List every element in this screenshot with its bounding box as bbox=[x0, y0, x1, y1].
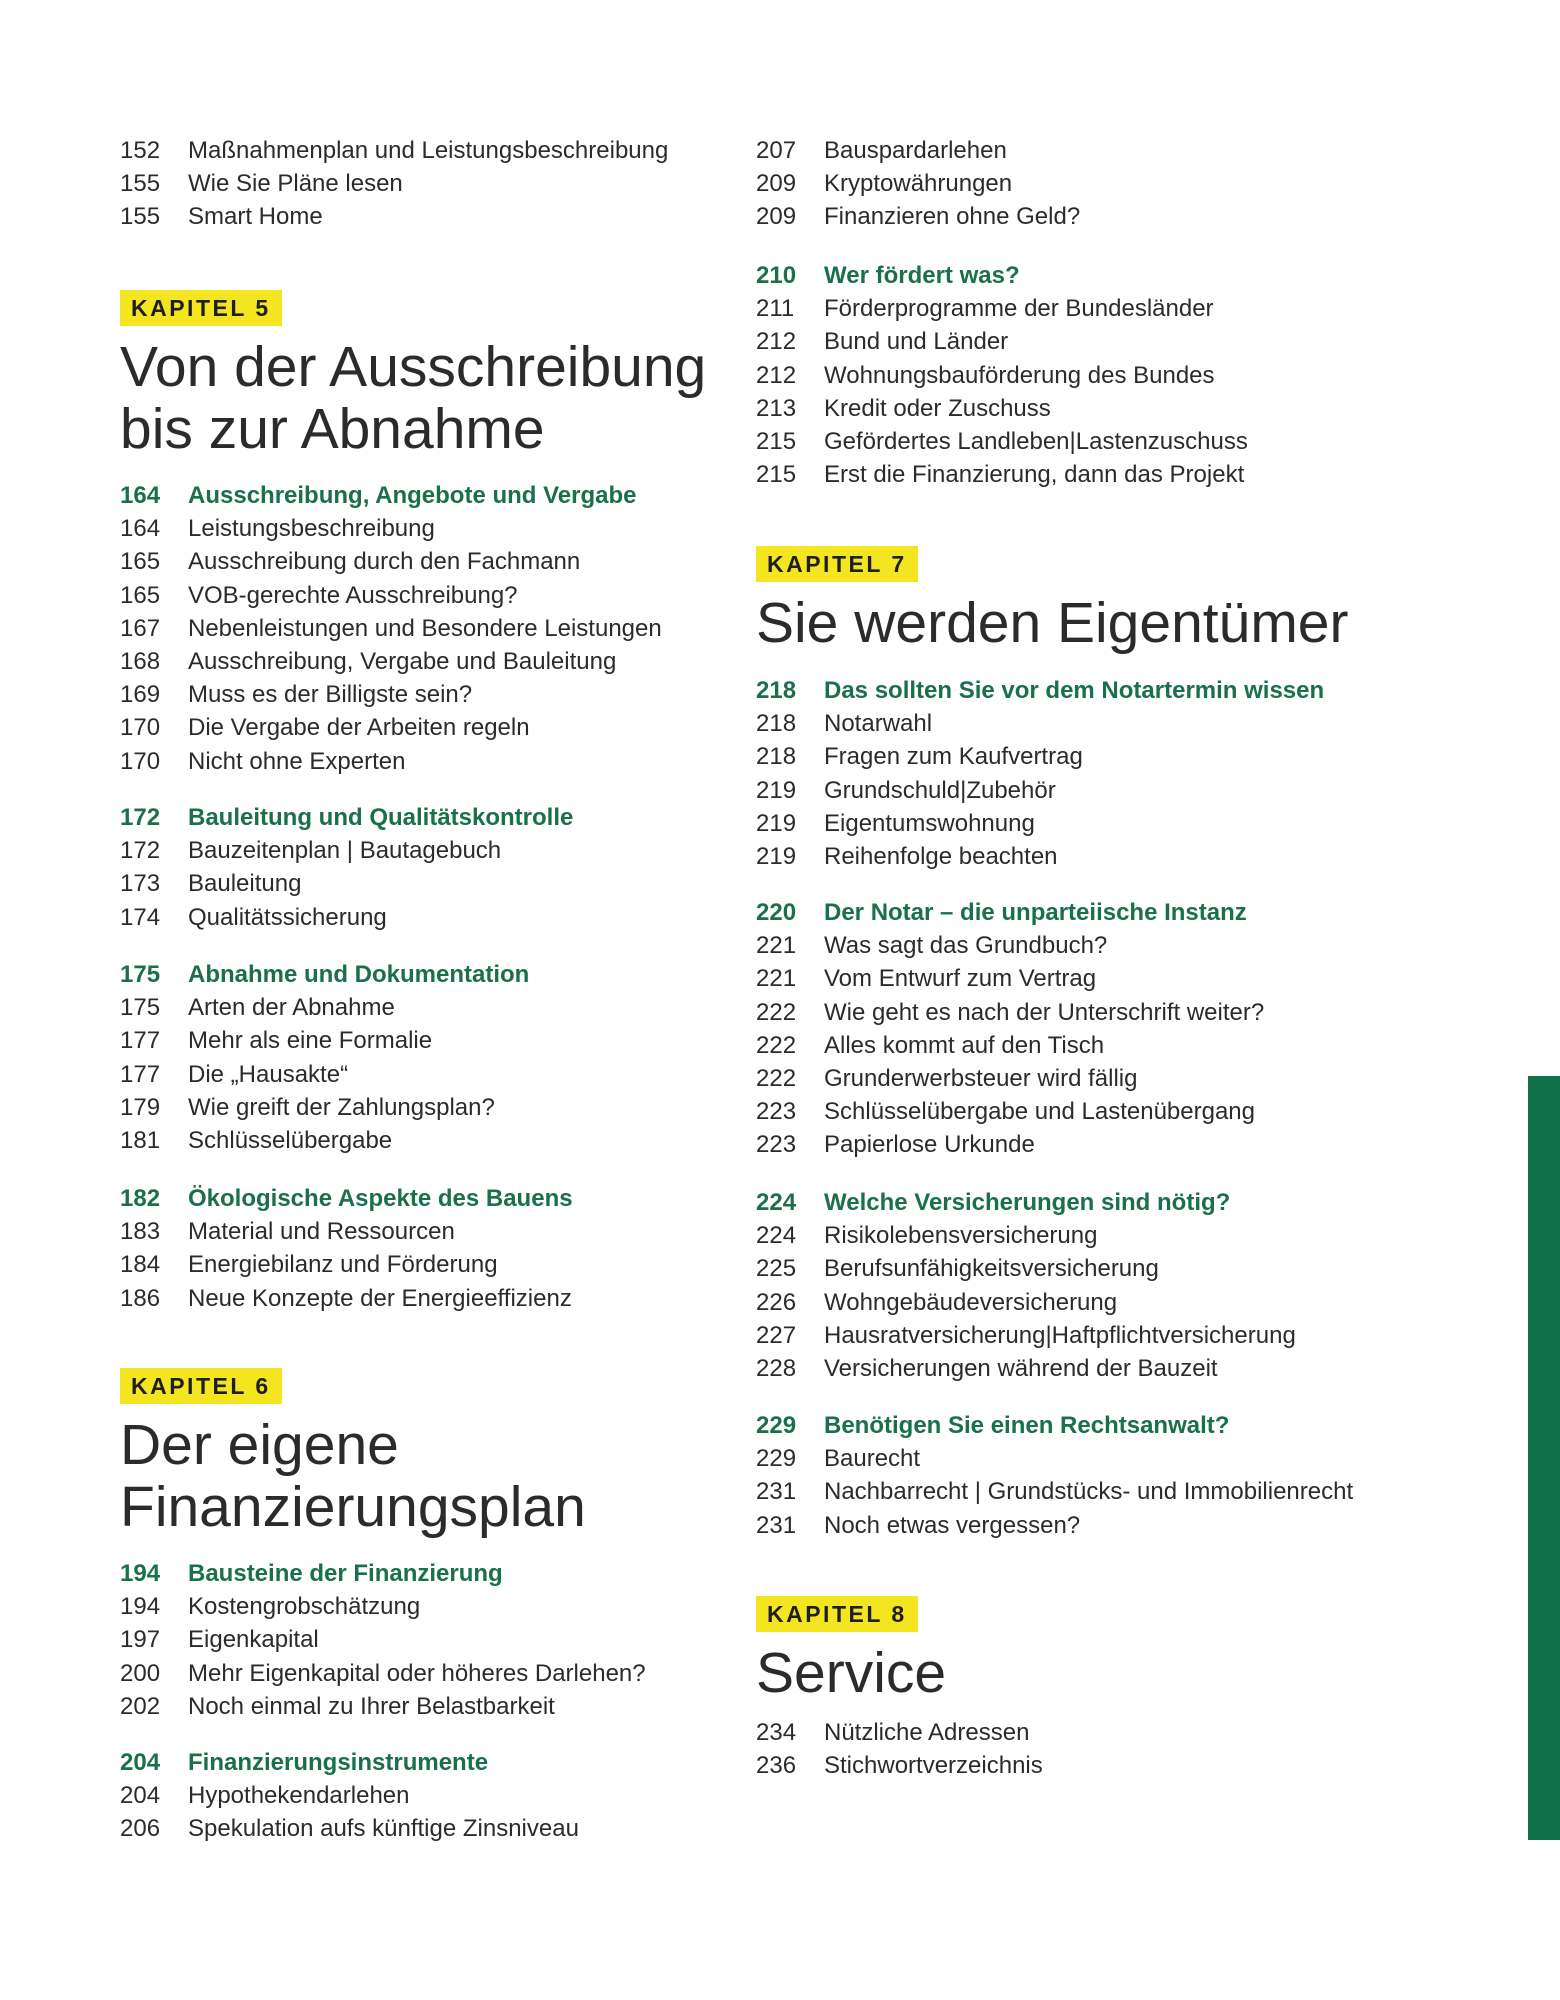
toc-page-number: 231 bbox=[756, 1478, 797, 1506]
toc-page-number: 215 bbox=[756, 461, 797, 489]
toc-entry-list bbox=[756, 1716, 1436, 1782]
toc-section-title: Das sollten Sie vor dem Notartermin wissen bbox=[824, 677, 1325, 704]
toc-entry[interactable] bbox=[120, 867, 720, 900]
toc-entry[interactable] bbox=[120, 834, 720, 867]
toc-entry-title: Alles kommt auf den Tisch bbox=[824, 1031, 1105, 1059]
toc-entry[interactable] bbox=[120, 1812, 720, 1845]
chapter-title-line-2: Finanzierungsplan bbox=[120, 1475, 586, 1539]
toc-entry[interactable] bbox=[120, 1124, 720, 1157]
toc-entry-title: Versicherungen während der Bauzeit bbox=[824, 1354, 1218, 1382]
toc-section bbox=[756, 1409, 1436, 1542]
toc-entry-title: Ausschreibung, Vergabe und Bauleitung bbox=[188, 647, 617, 675]
toc-page-number: 170 bbox=[120, 747, 161, 775]
toc-section-title: Finanzierungsinstrumente bbox=[188, 1749, 489, 1776]
toc-entry-title: Eigenkapital bbox=[188, 1626, 319, 1654]
toc-page-number: 234 bbox=[756, 1719, 797, 1746]
toc-page-number: 177 bbox=[120, 1027, 161, 1055]
toc-entry-title: Bauleitung bbox=[188, 870, 302, 898]
toc-section bbox=[120, 801, 720, 934]
toc-page-number: 197 bbox=[120, 1626, 161, 1654]
toc-entry-title: Arten der Abnahme bbox=[188, 994, 395, 1022]
toc-page-number: 182 bbox=[120, 1185, 161, 1212]
toc-entry-title: Grunderwerbsteuer wird fällig bbox=[824, 1064, 1138, 1092]
toc-page-number: 219 bbox=[756, 776, 797, 804]
toc-entry-title: Papierlose Urkunde bbox=[824, 1131, 1035, 1159]
chapter-title bbox=[120, 336, 720, 460]
toc-entry-title: Muss es der Billigste sein? bbox=[188, 681, 473, 709]
toc-page-number: 218 bbox=[756, 677, 797, 704]
toc-page-number: 224 bbox=[756, 1222, 797, 1250]
toc-page-number: 173 bbox=[120, 870, 161, 898]
toc-entry[interactable] bbox=[756, 1128, 1436, 1161]
toc-page-number: 155 bbox=[120, 170, 161, 198]
toc-section bbox=[756, 896, 1436, 1162]
toc-entry[interactable] bbox=[756, 774, 1436, 807]
toc-entry[interactable] bbox=[756, 1509, 1436, 1542]
toc-page-number: 152 bbox=[120, 137, 161, 164]
toc-page-number: 164 bbox=[120, 482, 161, 509]
toc-entry[interactable] bbox=[120, 545, 720, 578]
toc-section-heading[interactable] bbox=[756, 1409, 1436, 1442]
toc-entry[interactable] bbox=[120, 200, 720, 233]
toc-section-heading[interactable] bbox=[756, 896, 1436, 929]
toc-entry-title: Risikolebensversicherung bbox=[824, 1222, 1098, 1250]
toc-page-number: 209 bbox=[756, 203, 797, 231]
toc-page-number: 222 bbox=[756, 1064, 797, 1092]
toc-page-number: 207 bbox=[756, 137, 797, 164]
toc-section-heading[interactable] bbox=[120, 1182, 720, 1215]
toc-entry[interactable] bbox=[756, 707, 1436, 740]
toc-page-number: 215 bbox=[756, 427, 797, 455]
toc-page-number: 219 bbox=[756, 842, 797, 870]
toc-page-number: 186 bbox=[120, 1284, 161, 1312]
toc-entry[interactable] bbox=[120, 579, 720, 612]
toc-entry-title: Was sagt das Grundbuch? bbox=[824, 932, 1108, 960]
toc-page-number: 168 bbox=[120, 647, 161, 675]
toc-entry-title: Die Vergabe der Arbeiten regeln bbox=[188, 714, 530, 742]
toc-section-title: Bausteine der Finanzierung bbox=[188, 1560, 503, 1587]
toc-entry[interactable] bbox=[756, 840, 1436, 873]
toc-entry-title: Baurecht bbox=[824, 1445, 921, 1473]
chapter-badge-wrapper bbox=[756, 546, 1436, 582]
toc-page-number: 175 bbox=[120, 961, 161, 988]
chapter-badge-wrapper bbox=[756, 1596, 1436, 1632]
toc-section-heading[interactable] bbox=[120, 1557, 720, 1590]
toc-entry-title: Neue Konzepte der Energieeffizienz bbox=[188, 1284, 572, 1312]
toc-entry[interactable] bbox=[120, 991, 720, 1024]
toc-entry[interactable] bbox=[120, 711, 720, 744]
toc-entry[interactable] bbox=[120, 745, 720, 778]
toc-entry-title: Spekulation aufs künftige Zinsniveau bbox=[188, 1815, 579, 1843]
toc-page-number: 229 bbox=[756, 1445, 797, 1473]
chapter-badge-wrapper bbox=[120, 1368, 720, 1404]
chapter-badge-wrapper bbox=[120, 290, 720, 326]
toc-entry-title: Schlüsselübergabe und Lastenübergang bbox=[824, 1098, 1256, 1126]
toc-page-number: 236 bbox=[756, 1752, 797, 1780]
toc-page-number: 167 bbox=[120, 614, 161, 642]
toc-entry[interactable] bbox=[120, 612, 720, 645]
toc-entry-title: Bund und Länder bbox=[824, 328, 1009, 356]
toc-entry-title: Fragen zum Kaufvertrag bbox=[824, 743, 1083, 771]
toc-entry-title: Kryptowährungen bbox=[824, 170, 1013, 198]
toc-entry[interactable] bbox=[756, 1352, 1436, 1385]
toc-entry[interactable] bbox=[756, 1095, 1436, 1128]
toc-entry-title: Die „Hausakte“ bbox=[188, 1060, 349, 1088]
toc-section-title: Benötigen Sie einen Rechtsanwalt? bbox=[824, 1412, 1230, 1439]
toc-page-number: 218 bbox=[756, 743, 797, 771]
toc-entry[interactable] bbox=[120, 1282, 720, 1315]
toc-entry[interactable] bbox=[120, 512, 720, 545]
toc-entry-title: Qualitätssicherung bbox=[188, 903, 387, 931]
toc-section-heading[interactable] bbox=[120, 479, 720, 512]
toc-page-number: 226 bbox=[756, 1288, 797, 1316]
toc-entry-title: Hausratversicherung|Haftpflichtversicherung bbox=[824, 1321, 1296, 1349]
toc-entry[interactable] bbox=[756, 807, 1436, 840]
toc-page-number: 231 bbox=[756, 1511, 797, 1539]
toc-page-number: 228 bbox=[756, 1354, 797, 1382]
toc-page-number: 211 bbox=[756, 295, 795, 323]
toc-entry-title: Hypothekendarlehen bbox=[188, 1782, 410, 1810]
toc-entry[interactable] bbox=[756, 1062, 1436, 1095]
toc-page-number: 222 bbox=[756, 1031, 797, 1059]
toc-page-number: 223 bbox=[756, 1131, 797, 1159]
toc-section-heading[interactable] bbox=[120, 958, 720, 991]
toc-entry[interactable] bbox=[756, 458, 1436, 491]
side-tab-bar bbox=[1528, 1076, 1560, 1840]
toc-section bbox=[120, 1182, 720, 1315]
toc-page-number: 175 bbox=[120, 994, 161, 1022]
toc-page-number: 172 bbox=[120, 804, 161, 831]
chapter-title-line-1: Der eigene bbox=[120, 1413, 399, 1477]
toc-entry-title: Bauzeitenplan | Bautagebuch bbox=[188, 837, 502, 865]
chapter-title-line-1: Von der Ausschreibung bbox=[120, 335, 707, 399]
toc-entry-title: Smart Home bbox=[188, 203, 323, 231]
toc-entry-title: Mehr Eigenkapital oder höheres Darlehen? bbox=[188, 1659, 646, 1687]
toc-page-number: 212 bbox=[756, 328, 797, 356]
toc-section-heading[interactable] bbox=[120, 801, 720, 834]
toc-entry[interactable] bbox=[756, 167, 1436, 200]
toc-page-number: 219 bbox=[756, 809, 797, 837]
toc-page-number: 218 bbox=[756, 710, 797, 738]
toc-entry[interactable] bbox=[120, 1657, 720, 1690]
toc-section bbox=[120, 479, 720, 778]
toc-section-title: Ökologische Aspekte des Bauens bbox=[188, 1185, 573, 1212]
toc-page-number: 204 bbox=[120, 1782, 161, 1810]
toc-entry-title: Energiebilanz und Förderung bbox=[188, 1251, 498, 1279]
toc-section bbox=[756, 1186, 1436, 1385]
toc-page-number: 155 bbox=[120, 203, 161, 231]
toc-entry[interactable] bbox=[120, 1024, 720, 1057]
toc-entry-title: Noch einmal zu Ihrer Belastbarkeit bbox=[188, 1692, 555, 1720]
toc-page-number: 177 bbox=[120, 1060, 161, 1088]
toc-entry[interactable] bbox=[120, 678, 720, 711]
toc-entry-title: Noch etwas vergessen? bbox=[824, 1511, 1081, 1539]
toc-entry-title: Wohngebäudeversicherung bbox=[824, 1288, 1118, 1316]
toc-page-number: 202 bbox=[120, 1692, 161, 1720]
toc-entry[interactable] bbox=[120, 1215, 720, 1248]
toc-section-title: Bauleitung und Qualitätskontrolle bbox=[188, 804, 574, 831]
toc-entry[interactable] bbox=[756, 962, 1436, 995]
toc-section-title: Der Notar – die unparteiische Instanz bbox=[824, 899, 1247, 926]
toc-page-number: 212 bbox=[756, 361, 797, 389]
toc-entry[interactable] bbox=[756, 1442, 1436, 1475]
toc-entry[interactable] bbox=[120, 1248, 720, 1281]
toc-page-number: 172 bbox=[120, 837, 161, 865]
toc-page-number: 170 bbox=[120, 714, 161, 742]
toc-entry[interactable] bbox=[756, 929, 1436, 962]
toc-page-number: 194 bbox=[120, 1560, 161, 1587]
toc-entry[interactable] bbox=[756, 1319, 1436, 1352]
toc-entry[interactable] bbox=[756, 996, 1436, 1029]
toc-section-title: Wer fördert was? bbox=[824, 262, 1020, 289]
toc-page-number: 206 bbox=[120, 1815, 161, 1843]
chapter-badge: KAPITEL 5 bbox=[120, 290, 282, 326]
toc-page-number: 227 bbox=[756, 1321, 797, 1349]
chapter-title-line-1: Sie werden Eigentümer bbox=[756, 591, 1349, 655]
toc-entry[interactable] bbox=[120, 645, 720, 678]
toc-page-number: 165 bbox=[120, 581, 161, 609]
toc-entry[interactable] bbox=[756, 325, 1436, 358]
toc-entry-title: Leistungsbeschreibung bbox=[188, 515, 435, 543]
toc-section bbox=[756, 674, 1436, 873]
toc-entry-title: Wohnungsbauförderung des Bundes bbox=[824, 361, 1215, 389]
chapter-title-line-2: bis zur Abnahme bbox=[120, 397, 545, 461]
toc-entry[interactable] bbox=[756, 1716, 1436, 1749]
chapter-title bbox=[756, 1642, 1436, 1704]
toc-section-heading[interactable] bbox=[756, 674, 1436, 707]
toc-section-title: Abnahme und Dokumentation bbox=[188, 961, 530, 988]
toc-entry-title: Schlüsselübergabe bbox=[188, 1126, 393, 1154]
toc-page-number: 179 bbox=[120, 1093, 161, 1121]
toc-entry[interactable] bbox=[756, 134, 1436, 167]
toc-entry[interactable] bbox=[120, 1690, 720, 1723]
toc-entry[interactable] bbox=[756, 1286, 1436, 1319]
toc-page-number: 225 bbox=[756, 1255, 797, 1283]
toc-page-number: 174 bbox=[120, 903, 161, 931]
toc-entry-title: Bauspardarlehen bbox=[824, 137, 1007, 164]
toc-entry-title: Wie greift der Zahlungsplan? bbox=[188, 1093, 495, 1121]
toc-section-heading[interactable] bbox=[120, 1746, 720, 1779]
chapter-badge: KAPITEL 8 bbox=[756, 1596, 918, 1632]
toc-entry-title: Reihenfolge beachten bbox=[824, 842, 1058, 870]
toc-entry[interactable] bbox=[120, 134, 720, 167]
toc-entry[interactable] bbox=[120, 1623, 720, 1656]
toc-page-number: 222 bbox=[756, 998, 797, 1026]
toc-page-number: 200 bbox=[120, 1659, 161, 1687]
toc-entry-title: Eigentumswohnung bbox=[824, 809, 1035, 837]
chapter-badge: KAPITEL 7 bbox=[756, 546, 918, 582]
toc-page-number: 204 bbox=[120, 1749, 161, 1776]
toc-entry-list bbox=[756, 134, 1436, 234]
toc-entry-title: Maßnahmenplan und Leistungsbeschreibung bbox=[188, 137, 669, 164]
toc-entry[interactable] bbox=[756, 740, 1436, 773]
toc-entry-title: Notarwahl bbox=[824, 710, 933, 738]
toc-page-number: 229 bbox=[756, 1412, 797, 1439]
toc-entry[interactable] bbox=[756, 200, 1436, 233]
toc-entry-title: Berufsunfähigkeitsversicherung bbox=[824, 1255, 1159, 1283]
toc-entry[interactable] bbox=[120, 1779, 720, 1812]
toc-section bbox=[120, 1746, 720, 1846]
toc-entry-title: Stichwortverzeichnis bbox=[824, 1752, 1043, 1780]
toc-entry-title: Gefördertes Landleben|Lastenzuschuss bbox=[824, 427, 1248, 455]
toc-entry[interactable] bbox=[756, 1219, 1436, 1252]
toc-page-number: 221 bbox=[756, 965, 797, 993]
toc-entry[interactable] bbox=[120, 167, 720, 200]
toc-entry-title: Nützliche Adressen bbox=[824, 1719, 1030, 1746]
chapter-title bbox=[756, 592, 1436, 654]
toc-entry-title: Nicht ohne Experten bbox=[188, 747, 406, 775]
toc-entry[interactable] bbox=[756, 392, 1436, 425]
toc-entry-list bbox=[120, 134, 720, 234]
toc-entry-title: Nachbarrecht | Grundstücks- und Immobilienrecht bbox=[824, 1478, 1354, 1506]
toc-page-number: 184 bbox=[120, 1251, 161, 1279]
toc-entry[interactable] bbox=[756, 1252, 1436, 1285]
toc-page-number: 164 bbox=[120, 515, 161, 543]
toc-entry-title: Finanzieren ohne Geld? bbox=[824, 203, 1081, 231]
toc-section bbox=[120, 1557, 720, 1723]
toc-entry-title: Grundschuld|Zubehör bbox=[824, 776, 1056, 804]
toc-page-number: 224 bbox=[756, 1189, 797, 1216]
toc-entry[interactable] bbox=[756, 1749, 1436, 1782]
toc-page-number: 210 bbox=[756, 262, 797, 289]
toc-entry-title: Material und Ressourcen bbox=[188, 1218, 455, 1246]
toc-entry[interactable] bbox=[756, 1475, 1436, 1508]
toc-entry-title: Ausschreibung durch den Fachmann bbox=[188, 548, 581, 576]
toc-entry[interactable] bbox=[120, 901, 720, 934]
toc-page-number: 223 bbox=[756, 1098, 797, 1126]
toc-entry[interactable] bbox=[756, 359, 1436, 392]
toc-entry-title: Wie geht es nach der Unterschrift weiter? bbox=[824, 998, 1265, 1026]
toc-page-number: 220 bbox=[756, 899, 797, 926]
toc-entry-title: Erst die Finanzierung, dann das Projekt bbox=[824, 461, 1245, 489]
toc-page-number: 194 bbox=[120, 1593, 161, 1621]
toc-entry[interactable] bbox=[120, 1058, 720, 1091]
toc-page-number: 181 bbox=[120, 1126, 161, 1154]
toc-entry-title: Vom Entwurf zum Vertrag bbox=[824, 965, 1097, 993]
toc-entry[interactable] bbox=[120, 1091, 720, 1124]
toc-section bbox=[120, 958, 720, 1157]
toc-entry-title: VOB-gerechte Ausschreibung? bbox=[188, 581, 518, 609]
toc-page-number: 165 bbox=[120, 548, 161, 576]
toc-section-heading[interactable] bbox=[756, 259, 1436, 292]
toc-section-heading[interactable] bbox=[756, 1186, 1436, 1219]
toc-entry[interactable] bbox=[756, 425, 1436, 458]
toc-entry-title: Förderprogramme der Bundesländer bbox=[824, 295, 1214, 323]
toc-entry-title: Mehr als eine Formalie bbox=[188, 1027, 433, 1055]
toc-section bbox=[756, 259, 1436, 491]
toc-entry-title: Nebenleistungen und Besondere Leistungen bbox=[188, 614, 662, 642]
chapter-title bbox=[120, 1414, 720, 1538]
toc-entry[interactable] bbox=[756, 292, 1436, 325]
toc-section-title: Ausschreibung, Angebote und Vergabe bbox=[188, 482, 637, 509]
toc-page-number: 209 bbox=[756, 170, 797, 198]
toc-page-number: 221 bbox=[756, 932, 797, 960]
toc-page-number: 183 bbox=[120, 1218, 161, 1246]
toc-entry-title: Wie Sie Pläne lesen bbox=[188, 170, 403, 198]
chapter-badge: KAPITEL 6 bbox=[120, 1368, 282, 1404]
toc-entry[interactable] bbox=[120, 1590, 720, 1623]
toc-page-number: 213 bbox=[756, 394, 797, 422]
toc-entry-title: Kredit oder Zuschuss bbox=[824, 394, 1051, 422]
toc-page-number: 169 bbox=[120, 681, 161, 709]
toc-entry[interactable] bbox=[756, 1029, 1436, 1062]
chapter-title-line-1: Service bbox=[756, 1641, 947, 1705]
toc-section-title: Welche Versicherungen sind nötig? bbox=[824, 1189, 1231, 1216]
toc-entry-title: Kostengrobschätzung bbox=[188, 1593, 421, 1621]
